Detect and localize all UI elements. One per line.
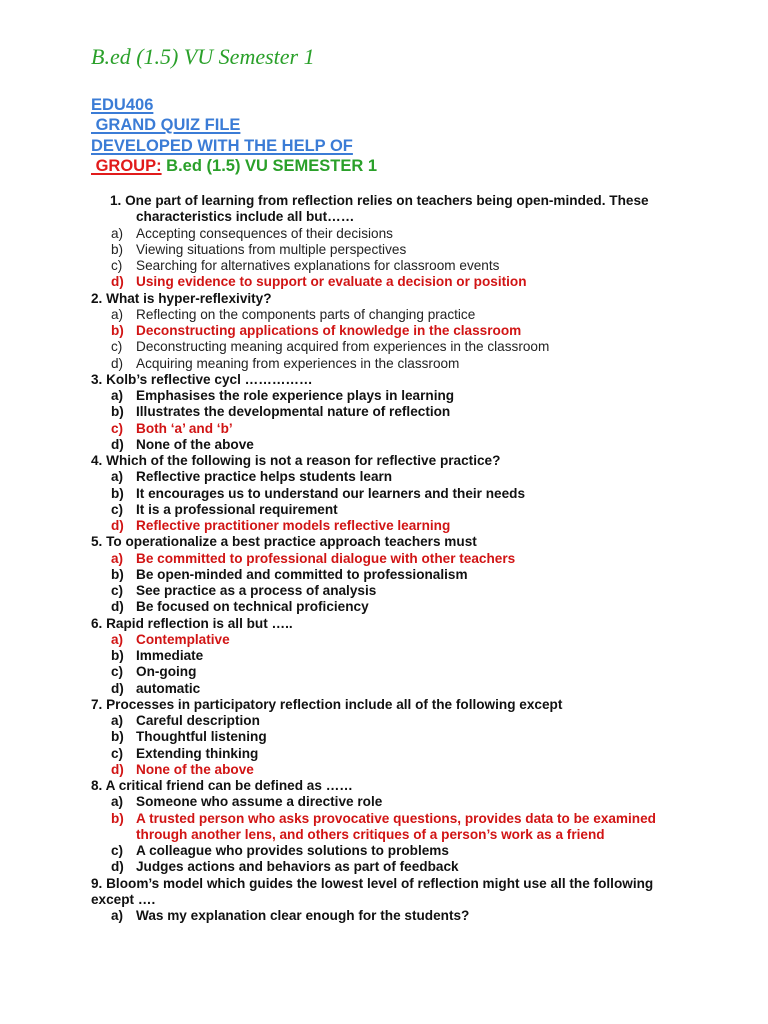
option xyxy=(111,583,376,599)
question-text: 5. To operationalize a best practice approach teachers must xyxy=(91,534,477,550)
option-letter: c) xyxy=(111,501,124,517)
option-letter: b) xyxy=(111,810,124,826)
option-letter: a) xyxy=(111,306,124,322)
option-letter: c) xyxy=(111,664,124,680)
option-text: Someone who assume a directive role xyxy=(136,794,383,810)
option-letter: d) xyxy=(111,518,124,533)
group-label: GROUP: xyxy=(91,157,162,175)
option xyxy=(111,859,459,875)
option-text: A colleague who provides solutions to problems xyxy=(136,843,449,858)
option-text: Accepting consequences of their decisions xyxy=(136,225,393,241)
option-text: Judges actions and behaviors as part of feedback xyxy=(136,859,459,875)
option-text: See practice as a process of analysis xyxy=(136,583,377,598)
quiz-title: GRAND QUIZ FILE xyxy=(91,116,241,134)
option xyxy=(111,469,392,485)
option-letter: d) xyxy=(111,436,124,452)
option-letter: b) xyxy=(111,404,124,420)
option-text: Reflecting on the components parts of changing practice xyxy=(136,306,476,322)
option xyxy=(111,388,454,404)
option-text: Using evidence to support or evaluate a decision or position xyxy=(136,274,527,290)
question-text: 1. One part of learning from reflection relies on teachers being open-minded. These xyxy=(110,193,649,208)
course-code: EDU406 xyxy=(91,96,154,114)
option xyxy=(111,729,267,745)
option-letter: b) xyxy=(111,648,124,663)
option xyxy=(111,356,459,372)
developed-line: DEVELOPED WITH THE HELP OF xyxy=(91,137,353,155)
option-letter: d) xyxy=(111,599,124,615)
option-text: On-going xyxy=(136,664,197,680)
option-text: Careful description xyxy=(136,713,260,728)
option-text: Thoughtful listening xyxy=(136,729,267,745)
option-letter: d) xyxy=(111,859,124,875)
option-text: None of the above xyxy=(136,761,254,777)
option-letter: c) xyxy=(111,583,124,598)
option-text: automatic xyxy=(136,680,201,696)
option-letter: c) xyxy=(111,420,124,436)
option-text: Contemplative xyxy=(136,631,230,647)
option-letter: b) xyxy=(111,566,124,582)
option xyxy=(111,502,338,518)
option xyxy=(111,843,449,859)
option xyxy=(111,258,499,274)
answer-option xyxy=(111,421,233,437)
option-letter: a) xyxy=(111,794,124,810)
answer-option xyxy=(111,518,450,534)
option-text: Deconstructing meaning acquired from experiences in the classroom xyxy=(136,339,550,355)
option-letter: a) xyxy=(111,388,124,403)
option-text: It encourages us to understand our learners and their needs xyxy=(136,485,526,501)
option-letter: b) xyxy=(111,729,124,745)
option-letter: d) xyxy=(111,761,124,777)
question-text: 4. Which of the following is not a reason for reflective practice? xyxy=(91,453,501,468)
option-text: Be committed to professional dialogue with other teachers xyxy=(136,550,516,566)
option xyxy=(111,664,196,680)
option-letter: c) xyxy=(111,745,124,761)
option-text: Viewing situations from multiple perspectives xyxy=(136,241,407,257)
option-letter: a) xyxy=(111,908,124,923)
option xyxy=(111,437,254,453)
option-text: Both ‘a’ and ‘b’ xyxy=(136,420,233,436)
option xyxy=(111,307,475,323)
option-text: Extending thinking xyxy=(136,745,259,761)
option-letter: a) xyxy=(111,550,124,566)
option-letter: d) xyxy=(111,680,124,696)
option-text: Acquiring meaning from experiences in the classroom xyxy=(136,355,460,371)
option xyxy=(111,746,258,762)
option-letter: b) xyxy=(111,323,124,338)
option xyxy=(111,226,393,242)
option xyxy=(111,339,549,355)
option xyxy=(111,599,369,615)
answer-option xyxy=(111,811,656,827)
question-text: 7. Processes in participatory reflection include all of the following except xyxy=(91,696,563,712)
question-text: 8. A critical friend can be defined as …… xyxy=(91,778,353,793)
option-letter: c) xyxy=(111,843,124,858)
option-text: None of the above xyxy=(136,436,254,452)
option xyxy=(111,908,469,924)
option-text: A trusted person who asks provocative questions, provides data to be examined xyxy=(136,810,656,826)
option-text: Reflective practitioner models reflective learning xyxy=(136,518,451,533)
option-text: Be focused on technical proficiency xyxy=(136,599,369,615)
question-text: 2. What is hyper-reflexivity? xyxy=(91,290,272,306)
option xyxy=(111,486,525,502)
option-text: Deconstructing applications of knowledge in the classroom xyxy=(136,323,522,338)
question-text: 9. Bloom’s model which guides the lowest level of reflection might use all the following xyxy=(91,875,654,891)
option-letter: a) xyxy=(111,631,124,647)
answer-option xyxy=(111,632,230,648)
question-text-continued: except …. xyxy=(91,891,156,907)
option-text: Searching for alternatives explanations for classroom events xyxy=(136,258,500,273)
option-text-continued: through another lens, and others critiques of a person’s work as a friend xyxy=(136,826,605,842)
answer-option xyxy=(111,323,521,339)
option-letter: a) xyxy=(111,225,124,241)
group-name: B.ed (1.5) VU SEMESTER 1 xyxy=(161,157,378,175)
option-letter: d) xyxy=(111,274,124,290)
option-letter: a) xyxy=(111,469,124,485)
option-text: Emphasises the role experience plays in learning xyxy=(136,388,455,403)
option-letter: c) xyxy=(111,258,123,273)
option xyxy=(111,242,406,258)
group-line xyxy=(91,156,377,176)
option xyxy=(111,794,382,810)
question-text: 6. Rapid reflection is all but ….. xyxy=(91,615,293,631)
answer-option xyxy=(111,762,254,778)
question-text-continued: characteristics include all but…… xyxy=(136,209,355,225)
option-letter: b) xyxy=(111,485,124,501)
option-letter: c) xyxy=(111,339,123,355)
option xyxy=(111,648,203,664)
option xyxy=(111,681,200,697)
option-letter: d) xyxy=(111,355,124,371)
question-text: 3. Kolb’s reflective cycl …………… xyxy=(91,371,313,387)
option xyxy=(111,404,450,420)
option xyxy=(111,713,260,729)
option-text: Reflective practice helps students learn xyxy=(136,469,393,485)
option-text: It is a professional requirement xyxy=(136,501,338,517)
option-letter: a) xyxy=(111,713,124,728)
option-letter: b) xyxy=(111,241,124,257)
option xyxy=(111,567,468,583)
option-text: Be open-minded and committed to professionalism xyxy=(136,566,468,582)
option-text: Was my explanation clear enough for the students? xyxy=(136,908,470,923)
answer-option xyxy=(111,551,515,567)
answer-option xyxy=(111,274,527,290)
option-text: Illustrates the developmental nature of reflection xyxy=(136,404,451,420)
site-title: B.ed (1.5) VU Semester 1 xyxy=(91,44,315,69)
option-text: Immediate xyxy=(136,648,204,663)
